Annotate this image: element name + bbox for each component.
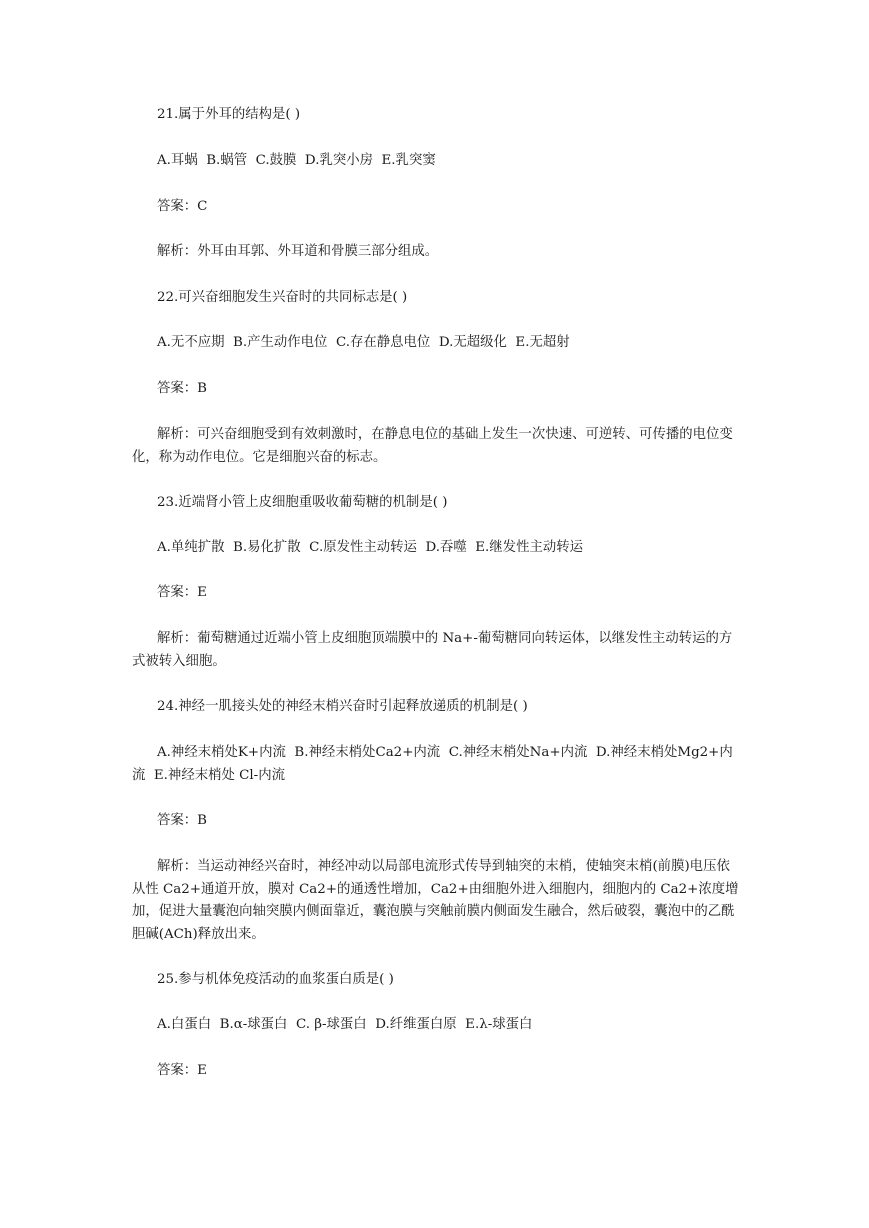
options-24: A.神经末梢处K+内流 B.神经末梢处Ca2+内流 C.神经末梢处Na+内流 D.神经末梢处Mg2+内流 E.神经末梢处 Cl-内流 (132, 745, 733, 783)
question-23: 23.近端肾小管上皮细胞重吸收葡萄糖的机制是( ) (157, 495, 448, 510)
answer-24: 答案：B (157, 813, 208, 828)
options-21: A.耳蜗 B.蜗管 C.鼓膜 D.乳突小房 E.乳突窦 (157, 153, 436, 168)
question-24: 24.神经一肌接头处的神经末梢兴奋时引起释放递质的机制是( ) (157, 699, 528, 714)
options-25: A.白蛋白 B.α-球蛋白 C. β-球蛋白 D.纤维蛋白原 E.λ-球蛋白 (157, 1017, 533, 1032)
analysis-22: 解析：可兴奋细胞受到有效刺激时，在静息电位的基础上发生一次快速、可逆转、可传播的电位变化，称为动作电位。它是细胞兴奋的标志。 (132, 427, 733, 465)
question-22: 22.可兴奋细胞发生兴奋时的共同标志是( ) (157, 290, 408, 305)
answer-23: 答案：E (157, 585, 207, 600)
options-23: A.单纯扩散 B.易化扩散 C.原发性主动转运 D.吞噬 E.继发性主动转运 (157, 540, 584, 555)
question-25: 25.参与机体免疫活动的血浆蛋白质是( ) (157, 972, 394, 987)
options-22: A.无不应期 B.产生动作电位 C.存在静息电位 D.无超级化 E.无超射 (157, 335, 570, 350)
answer-25: 答案：E (157, 1063, 207, 1078)
analysis-23: 解析：葡萄糖通过近端小管上皮细胞顶端膜中的 Na+-葡萄糖同向转运体，以继发性主动转运的方式被转入细胞。 (132, 631, 733, 669)
answer-21: 答案：C (157, 199, 208, 214)
question-21: 21.属于外耳的结构是( ) (157, 107, 301, 122)
analysis-21: 解析：外耳由耳郭、外耳道和骨膜三部分组成。 (157, 244, 439, 259)
answer-22: 答案：B (157, 381, 208, 396)
analysis-24: 解析：当运动神经兴奋时，神经冲动以局部电流形式传导到轴突的末梢，使轴突末梢(前膜)电压依从性 Ca2+通道开放，膜对 Ca2+的通透性增加，Ca2+由细胞外进入细胞内，细胞内的 Ca2+浓度增加，促进大量囊泡向轴突膜内侧面靠近，囊泡膜与突触前膜内侧面发生融合，然后破裂，囊泡中的乙酰胆碱(ACh)释放出来。 (132, 859, 739, 942)
